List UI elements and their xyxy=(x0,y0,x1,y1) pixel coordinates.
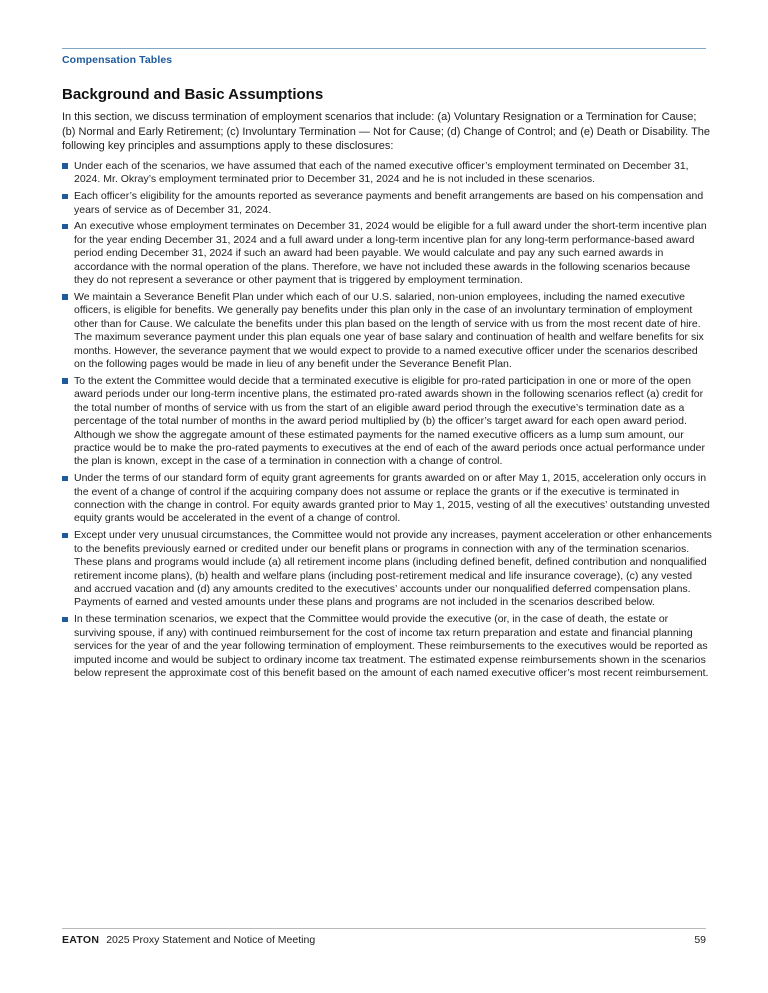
footer-publication-title: 2025 Proxy Statement and Notice of Meeting xyxy=(106,934,316,946)
square-bullet-icon xyxy=(62,617,68,623)
list-item-text: Under each of the scenarios, we have assumed that each of the named executive officer’s employment terminated on December 31, 2024. Mr. Okray’s employment terminated prior to December 31, 2024 and he is not included in these scenarios. xyxy=(74,159,689,186)
footer-divider xyxy=(62,928,706,929)
square-bullet-icon xyxy=(62,224,68,230)
list-item-text: In these termination scenarios, we expect that the Committee would provide the executive (or, in the case of death, the estate or surviving spouse, if any) with continued reimbursement for the cost of income tax return preparation and estate and financial planning services for the year of and the year following termination of employment. These reimbursements to the executives would be reported as imputed income and would be subject to ordinary income tax treatment. The estimated expense reimbursements shown in the scenarios below represent the approximate cost of this benefit based on the amount of each named executive officer’s most recent reimbursement. xyxy=(74,613,709,679)
main-content xyxy=(62,86,712,684)
list-item-text: Except under very unusual circumstances, the Committee would not provide any increases, payment acceleration or other enhancements to the benefits previously earned or credited under our benefit plans or programs in connection with any of the termination scenarios. These plans and programs would include (a) all retirement income plans (including defined benefit, defined contribution and nonqualified retirement income plans), (b) health and welfare plans (including post-retirement medical and life insurance coverage), (c) any vested and accrued vacation and (d) any amounts credited to the executives’ accounts under our nonqualified deferred compensation plans. Payments of earned and vested amounts under these plans and programs are not included in the scenarios described below. xyxy=(74,529,712,609)
square-bullet-icon xyxy=(62,294,68,300)
page-number: 59 xyxy=(694,934,706,946)
list-item xyxy=(62,613,712,680)
list-item xyxy=(62,291,712,371)
page-title: Background and Basic Assumptions xyxy=(62,86,324,103)
header-divider xyxy=(62,48,706,49)
list-item xyxy=(62,220,712,287)
section-label: Compensation Tables xyxy=(62,54,173,66)
list-item xyxy=(62,375,712,469)
square-bullet-icon xyxy=(62,476,68,482)
list-item xyxy=(62,190,712,217)
square-bullet-icon xyxy=(62,533,68,539)
list-item-text: An executive whose employment terminates on December 31, 2024 would be eligible for a full award under the short-term incentive plan for the year ending December 31, 2024 and a full award under a long-term incentive plan for any long-term performance-based award period ending December 31, 2024 if such an award had been payable. We would calculate and pay any such earned awards in accordance with the normal operation of the plans. Therefore, we have not included these awards in the following scenarios because they do not represent a severance or other payment that is triggered by employment termination. xyxy=(74,220,707,287)
list-item-text: Each officer’s eligibility for the amounts reported as severance payments and benefit arrangements are based on his compensation and years of service as of December 31, 2024. xyxy=(74,190,704,216)
square-bullet-icon xyxy=(62,194,68,200)
square-bullet-icon xyxy=(62,378,68,384)
square-bullet-icon xyxy=(62,163,68,169)
list-item-text: We maintain a Severance Benefit Plan under which each of our U.S. salaried, non-union employees, including the named executive officers, is eligible for benefits. We generally pay benefits under this plan only in the case of an involuntary termination of employment other than for Cause. We calculate the benefits under this plan based on the length of service with us from the most recent date of hire. The maximum severance payment under this plan equals one year of base salary and continuation of health and welfare benefits for six months. However, the severance payment that we would expect to provide to a named executive officer under the scenarios described on the following pages would be made in lieu of any benefit under the Severance Benefit Plan. xyxy=(74,290,704,370)
list-item-text: Under the terms of our standard form of equity grant agreements for grants awarded on or after May 1, 2015, acceleration only occurs in the event of a change of control if the acquiring company does not assume or replace the grants or if the executive is terminated in connection with the change in control. For equity awards granted prior to May 1, 2015, vesting of all the executives’ outstanding unvested equity grants would be accelerated in the event of a change of control. xyxy=(74,472,710,525)
intro-paragraph: In this section, we discuss termination of employment scenarios that include: (a) Voluntary Resignation or a Termination for Cause; (b) Normal and Early Retirement; (c) Involuntary Termination — Not for Cause; (d) Change of Control; and (e) Death or Disability. The following key principles and assumptions apply to these disclosures: xyxy=(62,111,711,153)
list-item xyxy=(62,472,712,526)
list-item-text: To the extent the Committee would decide that a terminated executive is eligible for pro-rated participation in one or more of the open award periods under our long-term incentive plans, the estimated pro-rated awards shown in the following scenarios reflect (a) credit for the total number of months of service with us from the start of an eligible award period through the executive’s termination date as a percentage of the total number of months in the award period multiplied by (b) the officer’s target award for each open award period. Although we show the aggregate amount of these estimated payments for the named executive officers as a lump sum amount, our practice would be to make the pro-rated payments to executives at the end of each of the award periods once actual performance under the plan is known, except in the case of a termination in connection with a change of control. xyxy=(74,374,705,468)
assumptions-list xyxy=(62,160,712,681)
list-item xyxy=(62,529,712,609)
list-item xyxy=(62,160,712,187)
footer-brand: EATON xyxy=(62,934,100,946)
footer-publication xyxy=(62,934,315,946)
